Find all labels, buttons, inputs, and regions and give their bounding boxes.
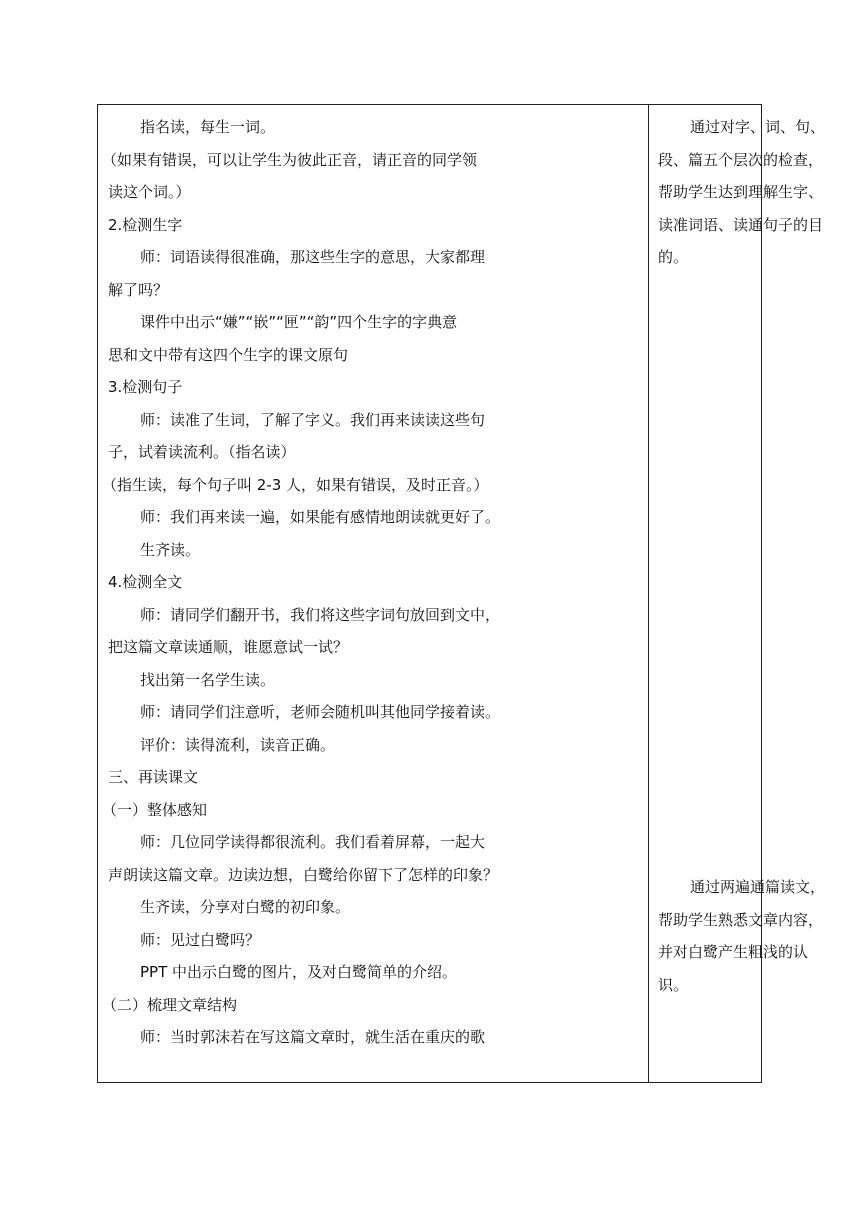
text-line: 生齐读。 bbox=[140, 540, 201, 559]
section-heading: 3.检测句子 bbox=[108, 378, 183, 396]
note-line: 通过两遍通篇读文， bbox=[690, 878, 826, 896]
subsection-heading: （二）梳理文章结构 bbox=[102, 995, 238, 1014]
note-line: 帮助学生达到理解生字、 bbox=[658, 183, 824, 201]
text-line: 把这篇文章读通顺，谁愿意试一试？ bbox=[108, 638, 349, 656]
section-heading: 三、再读课文 bbox=[108, 768, 199, 786]
text-line: （指生读，每个句子叫 2-3 人，如果有错误，及时正音。） bbox=[102, 475, 489, 494]
text-line: 找出第一名学生读。 bbox=[140, 670, 276, 689]
text-line: 师：词语读得很准确，那这些生字的意思，大家都理 bbox=[140, 248, 486, 266]
section-heading: 4.检测全文 bbox=[108, 573, 183, 591]
text-line: PPT 中出示白鹭的图片，及对白鹭简单的介绍。 bbox=[140, 963, 458, 981]
text-line: 师：当时郭沫若在写这篇文章时，就生活在重庆的歌 bbox=[140, 1028, 486, 1046]
text-line: 师：请同学们注意听，老师会随机叫其他同学接着读。 bbox=[140, 703, 501, 721]
subsection-heading: （一）整体感知 bbox=[102, 800, 208, 819]
text-line: （如果有错误，可以让学生为彼此正音，请正音的同学领 bbox=[102, 150, 478, 169]
text-line: 师：读准了生词，了解了字义。我们再来读读这些句 bbox=[140, 410, 486, 429]
text-line: 生齐读，分享对白鹭的初印象。 bbox=[140, 898, 351, 916]
text-line: 子，试着读流利。（指名读） bbox=[108, 443, 296, 461]
text-line: 读这个词。） bbox=[108, 183, 191, 201]
design-intent-note-1 bbox=[658, 111, 826, 274]
text-line: 师：我们再来读一遍，如果能有感情地朗读就更好了。 bbox=[140, 508, 501, 526]
column-divider bbox=[648, 105, 649, 1082]
note-line: 帮助学生熟悉文章内容， bbox=[658, 910, 824, 929]
text-line: 师：请同学们翻开书，我们将这些字词句放回到文中， bbox=[140, 605, 501, 624]
text-line: 评价：读得流利，读音正确。 bbox=[140, 735, 336, 754]
text-line: 指名读，每生一词。 bbox=[140, 118, 276, 136]
text-line: 思和文中带有这四个生字的课文原句 bbox=[108, 345, 349, 364]
note-line: 并对白鹭产生粗浅的认 bbox=[658, 943, 809, 961]
text-line: 解了吗？ bbox=[108, 280, 169, 299]
text-line: 课件中出示“嫌”“嵌”“匣”“韵”四个生字的字典意 bbox=[140, 313, 458, 331]
text-line: 师：见过白鹭吗？ bbox=[140, 930, 261, 949]
note-line: 段、篇五个层次的检查， bbox=[658, 150, 824, 169]
text-line: 师：几位同学读得都很流利。我们看着屏幕，一起大 bbox=[140, 833, 486, 851]
note-line: 的。 bbox=[658, 248, 689, 266]
text-line: 声朗读这篇文章。边读边想，白鹭给你留下了怎样的印象？ bbox=[108, 865, 499, 884]
note-line: 通过对字、词、句、 bbox=[690, 118, 826, 136]
section-heading: 2.检测生字 bbox=[108, 215, 183, 234]
teaching-process-column bbox=[102, 111, 544, 1054]
note-line: 读准词语、读通句子的目 bbox=[658, 215, 824, 234]
note-line: 识。 bbox=[658, 975, 689, 994]
design-intent-note-2 bbox=[658, 871, 826, 1001]
lesson-plan-table bbox=[97, 104, 826, 1083]
